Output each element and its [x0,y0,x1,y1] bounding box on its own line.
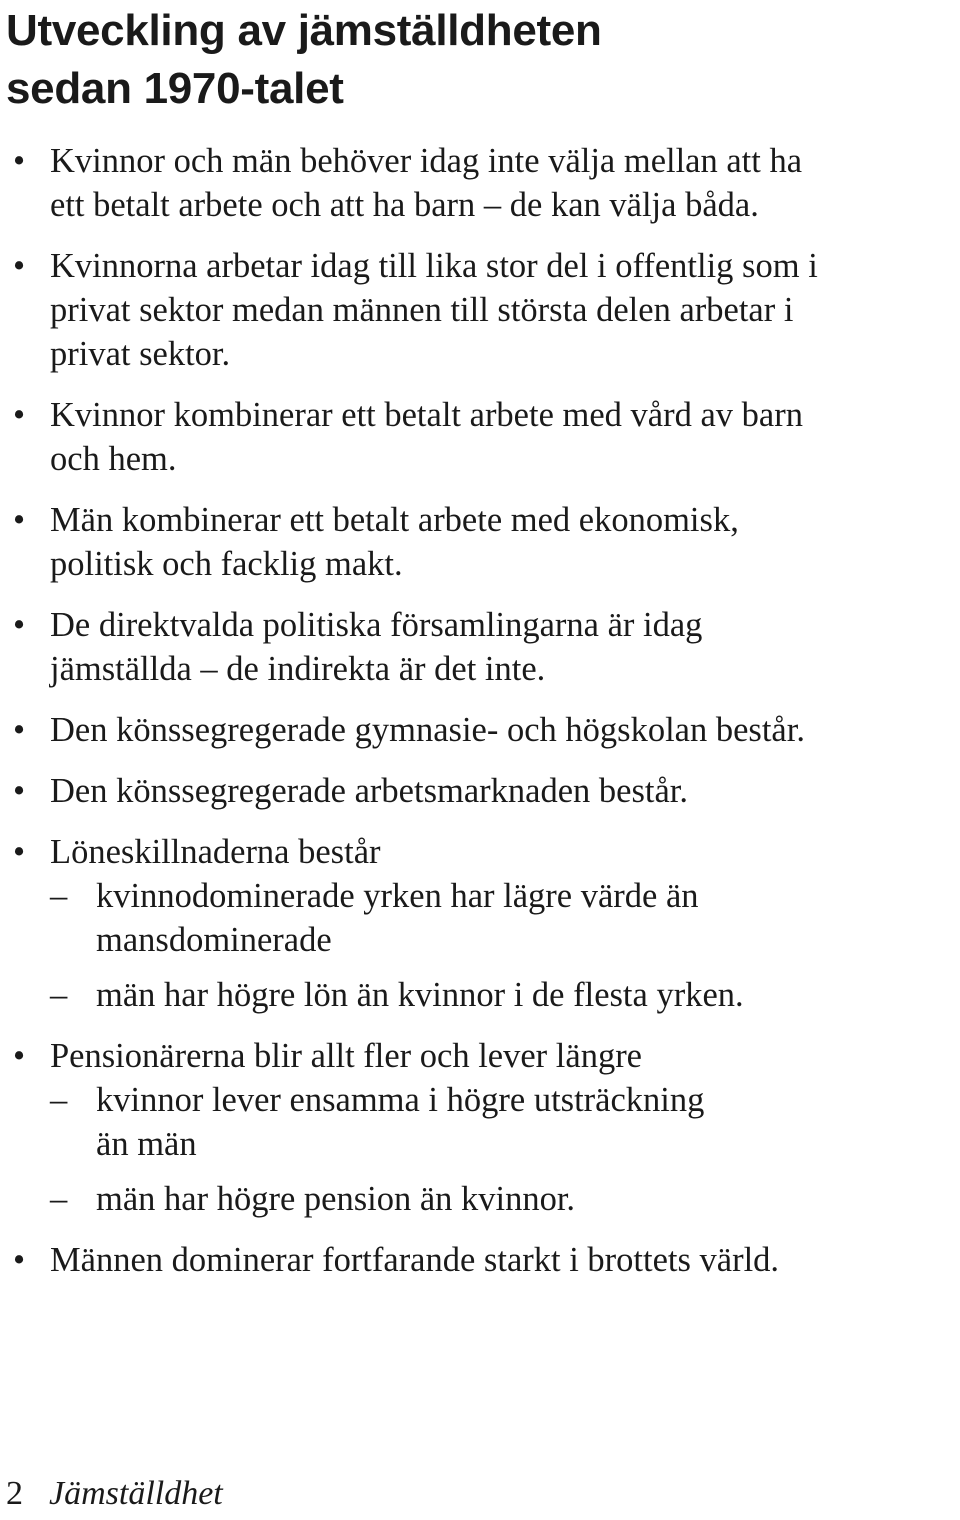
bullet-item [0,603,960,691]
text-line: kvinnodominerade yrken har lägre värde än [96,877,699,915]
text-line: politisk och facklig makt. [50,545,403,583]
text-line: och hem. [50,440,177,478]
text-line: Männen dominerar fortfarande starkt i brottets värld. [50,1241,780,1279]
sub-item [50,1078,960,1166]
bullet-dot-icon: • [12,606,26,644]
bullet-dot-icon: • [12,247,26,285]
text-line: De direktvalda politiska församlingarna är idag [50,606,703,644]
bullet-dot-icon: • [12,142,26,180]
page-title-line: Utveckling av jämställdheten [6,6,602,55]
bullet-text [50,498,960,586]
bullet-text [50,1238,960,1282]
bullet-dot-icon: • [12,501,26,539]
bullet-dot-icon: • [12,833,26,871]
sub-item [50,973,960,1017]
sub-item-text [96,1177,960,1221]
sub-item-text [96,874,960,962]
text-line: Löneskillnaderna består [50,833,381,871]
text-line: Kvinnor och män behöver idag inte välja mellan att ha [50,142,803,180]
bullet-item [0,1034,960,1221]
text-line: män har högre lön än kvinnor i de flesta yrken. [96,976,744,1014]
bullet-item [0,393,960,481]
bullet-item [0,139,960,227]
bullet-item [0,769,960,813]
sub-item-text [96,1078,960,1166]
bullet-dot-icon: • [12,1241,26,1279]
bullet-item [0,708,960,752]
bullet-item [0,244,960,376]
sub-item [50,1177,960,1221]
bullet-text [50,244,960,376]
text-line: Kvinnor kombinerar ett betalt arbete med vård av barn [50,396,803,434]
text-line: Kvinnorna arbetar idag till lika stor del i offentlig som i [50,247,818,285]
text-line: privat sektor. [50,335,231,373]
text-line: jämställda – de indirekta är det inte. [50,650,546,688]
page-footer [6,1472,223,1516]
sub-item-text [96,973,960,1017]
bullet-dot-icon: • [12,772,26,810]
section-title: Jämställdhet [49,1475,223,1512]
dash-icon: – [50,1180,68,1218]
text-line: Pensionärerna blir allt fler och lever längre [50,1037,642,1075]
bullet-text [50,603,960,691]
bullet-text [50,393,960,481]
text-line: män har högre pension än kvinnor. [96,1180,576,1218]
bullet-dot-icon: • [12,711,26,749]
text-line: Män kombinerar ett betalt arbete med ekonomisk, [50,501,739,539]
text-line: ett betalt arbete och att ha barn – de kan välja båda. [50,186,759,224]
bullet-text [50,1034,960,1078]
page-title [6,2,602,118]
bullet-text [50,139,960,227]
dash-icon: – [50,877,68,915]
dash-icon: – [50,1081,68,1119]
bullet-text [50,769,960,813]
text-line: kvinnor lever ensamma i högre utsträckning [96,1081,705,1119]
bullet-text [50,708,960,752]
bullet-text [50,830,960,874]
bullet-list [0,139,960,1299]
text-line: Den könssegregerade arbetsmarknaden består. [50,772,688,810]
page-number: 2 [6,1475,23,1512]
bullet-dot-icon: • [12,396,26,434]
bullet-item [0,830,960,1017]
text-line: Den könssegregerade gymnasie- och högskolan består. [50,711,805,749]
dash-icon: – [50,976,68,1014]
text-line: än män [96,1125,197,1163]
bullet-item [0,1238,960,1282]
sub-item [50,874,960,962]
bullet-item [0,498,960,586]
page-title-line: sedan 1970-talet [6,64,344,113]
bullet-dot-icon: • [12,1037,26,1075]
text-line: privat sektor medan männen till största delen arbetar i [50,291,794,329]
text-line: mansdominerade [96,921,332,959]
